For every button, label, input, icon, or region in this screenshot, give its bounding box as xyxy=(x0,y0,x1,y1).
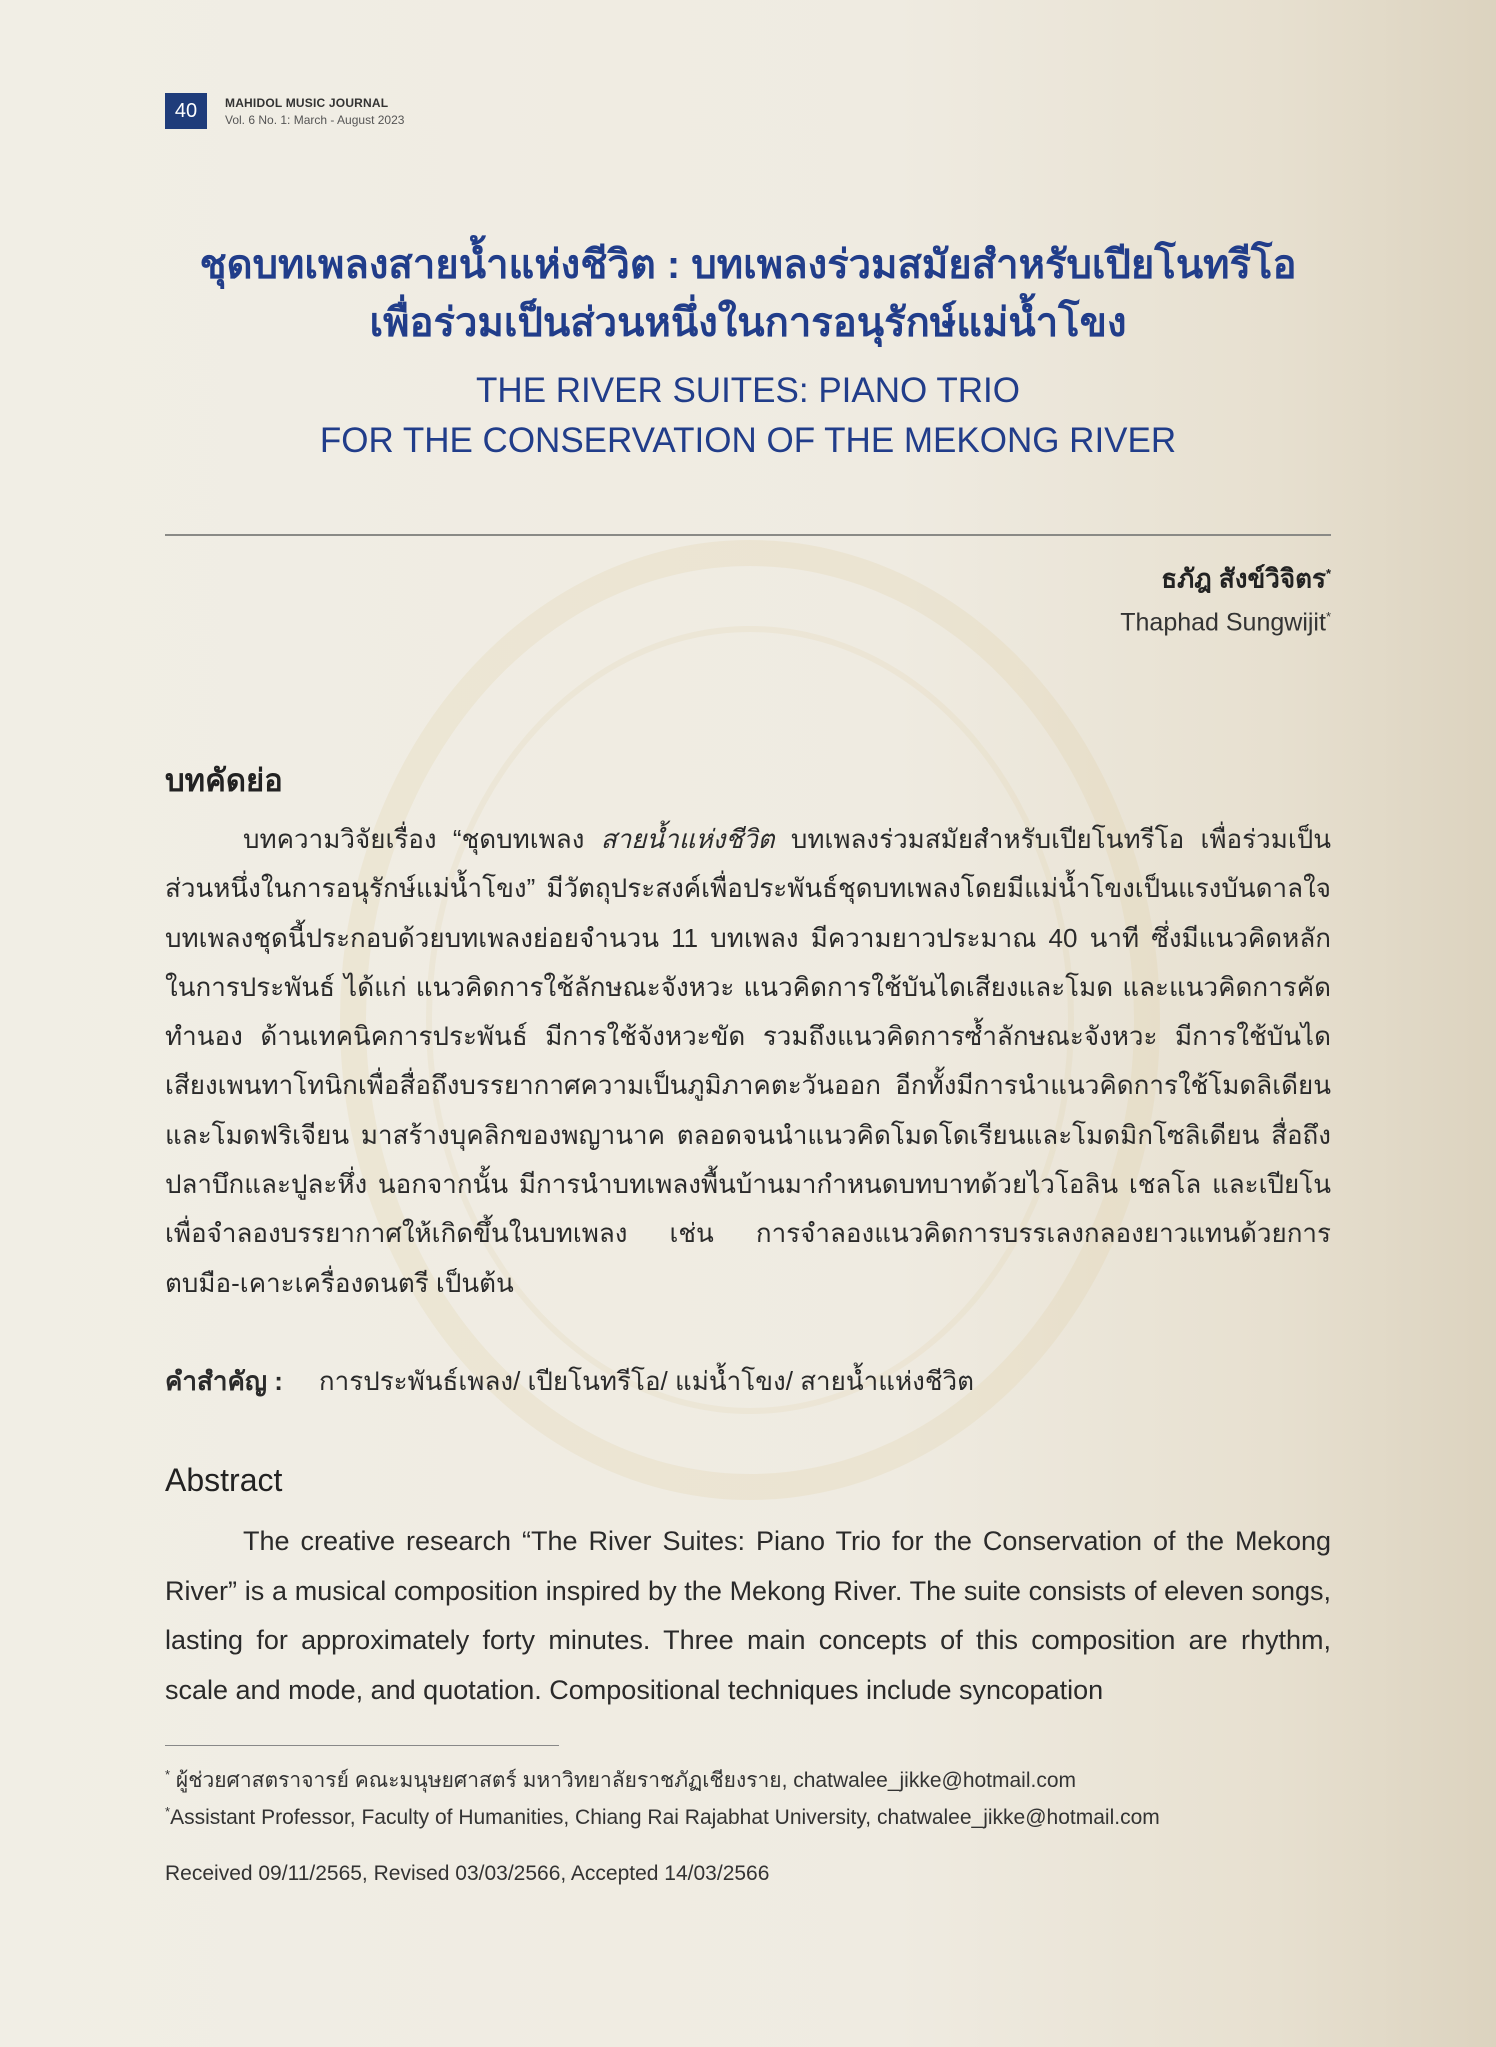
english-title xyxy=(165,366,1331,466)
footnote-thai: * ผู้ช่วยศาสตราจารย์ คณะมนุษยศาสตร์ มหาวิทยาลัยราชภัฏเชียงราย, chatwalee_jikke@hotmail.com xyxy=(165,1767,1077,1792)
footnote-english: *Assistant Professor, Faculty of Humanities, Chiang Rai Rajabhat University, chatwalee_jikke@hotmail.com xyxy=(165,1804,1160,1829)
english-title-line-2: FOR THE CONSERVATION OF THE MEKONG RIVER xyxy=(319,421,1177,460)
english-abstract-body: The creative research “The River Suites: Piano Trio for the Conservation of the Mekong River” is a musical composition inspired by the Mekong River. The suite consists of eleven songs, lasting for approximately forty minutes. Three main concepts of this composition are rhythm, scale and mode, and quotation. Compositional techniques include syncopation xyxy=(165,1526,1331,1705)
italic-suite-title: สายน้ำแห่งชีวิต xyxy=(600,824,775,854)
journal-info xyxy=(225,96,404,127)
keywords-value: การประพันธ์เพลง/ เปียโนทรีโอ/ แม่น้ำโขง/ สายน้ำแห่งชีวิต xyxy=(318,1366,974,1396)
footnote-divider xyxy=(165,1745,559,1746)
running-header xyxy=(165,93,404,129)
author-block xyxy=(1120,554,1331,640)
journal-name: MAHIDOL MUSIC JOURNAL xyxy=(225,96,389,110)
thai-abstract-body: บทความวิจัยเรื่อง “ชุดบทเพลง สายน้ำแห่งชีวิต บทเพลงร่วมสมัยสำหรับเปียโนทรีโอ เพื่อร่วมเป็นส่วนหนึ่งในการอนุรักษ์แม่น้ำโขง” มีวัตถุประสงค์เพื่อประพันธ์ชุดบทเพลงโดยมีแม่น้ำโขงเป็นแรงบันดาลใจ บทเพลงชุดนี้ประกอบด้วยบทเพลงย่อยจำนวน 11 บทเพลง มีความยาวประมาณ 40 นาที ซึ่งมีแนวคิดหลักในการประพันธ์ ได้แก่ แนวคิดการใช้ลักษณะจังหวะ แนวคิดการใช้บันไดเสียงและโมด และแนวคิดการคัดทำนอง ด้านเทคนิคการประพันธ์ มีการใช้จังหวะขัด รวมถึงแนวคิดการซ้ำลักษณะจังหวะ มีการใช้บันไดเสียงเพนทาโทนิกเพื่อสื่อถึงบรรยากาศความเป็นภูมิภาคตะวันออก อีกทั้งมีการนำแนวคิดการใช้โมดลิเดียนและโมดฟริเจียน มาสร้างบุคลิกของพญานาค ตลอดจนนำแนวคิดโมดโดเรียนและโมดมิกโซลิเดียน สื่อถึงปลาบึกและปูละหึ่ง นอกจากนั้น มีการนำบทเพลงพื้นบ้านมากำหนดบทบาทด้วยไวโอลิน เชลโล และเปียโนเพื่อจำลองบรรยากาศให้เกิดขึ้นในบทเพลง เช่น การจำลองแนวคิดการบรรเลงกลองยาวแทนด้วยการตบมือ-เคาะเครื่องดนตรี เป็นต้น xyxy=(165,824,1331,1298)
page-number-badge: 40 xyxy=(165,93,207,129)
article-title xyxy=(165,236,1331,466)
keywords-label: คำสำคัญ : xyxy=(165,1366,283,1396)
thai-abstract-heading: บทคัดย่อ xyxy=(165,763,283,798)
english-title-line-1: THE RIVER SUITES: PIANO TRIO xyxy=(476,371,1020,410)
submission-dates: Received 09/11/2565, Revised 03/03/2566, Accepted 14/03/2566 xyxy=(165,1862,770,1885)
author-name-thai: ธภัฎ สังข์วิจิตร* xyxy=(1161,563,1331,594)
title-divider xyxy=(165,534,1331,536)
keywords xyxy=(165,1361,974,1402)
journal-volume: Vol. 6 No. 1: March - August 2023 xyxy=(225,113,405,127)
author-name-english: Thaphad Sungwijit* xyxy=(1120,607,1331,636)
english-abstract-heading: Abstract xyxy=(165,1462,283,1498)
thai-title-line-2: เพื่อร่วมเป็นส่วนหนึ่งในการอนุรักษ์แม่น้ำโขง xyxy=(369,301,1127,345)
thai-title-line-1: ชุดบทเพลงสายน้ำแห่งชีวิต : บทเพลงร่วมสมัยสำหรับเปียโนทรีโอ xyxy=(199,243,1297,287)
